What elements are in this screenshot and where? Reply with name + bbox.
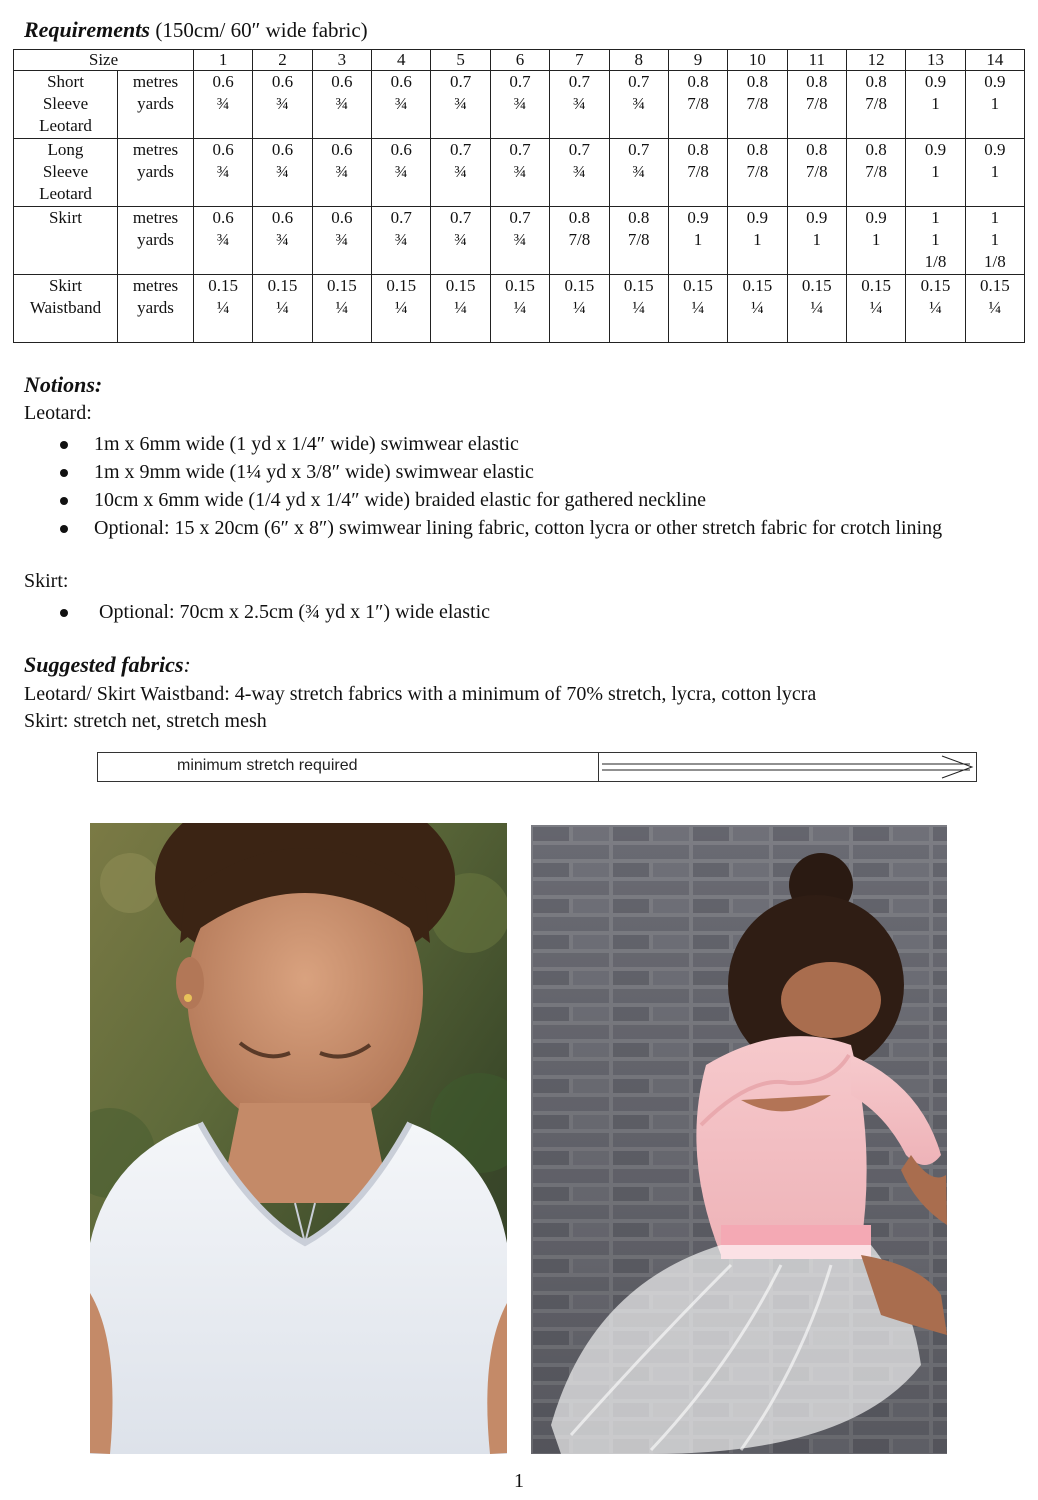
cell-value: 0.15 xyxy=(267,276,298,295)
value-cell xyxy=(253,71,312,139)
fabric-line-skirt: Skirt: stretch net, stretch mesh xyxy=(24,710,267,732)
cell-value: ¾ xyxy=(276,162,289,181)
value-cell xyxy=(372,207,431,275)
value-cell xyxy=(965,71,1024,139)
cell-value: 0.9 xyxy=(984,72,1006,91)
garment-name: Sleeve xyxy=(42,162,89,181)
value-cell xyxy=(490,139,549,207)
cell-value: 0.6 xyxy=(271,140,294,159)
requirements-table xyxy=(13,49,1025,343)
value-cell xyxy=(906,275,965,343)
unit-label: yards xyxy=(137,94,174,113)
list-item: Optional: 15 x 20cm (6″ x 8″) swimwear lining fabric, cotton lycra or other stretch fabric for crotch lining xyxy=(48,514,978,542)
cell-value: 7/8 xyxy=(805,94,828,113)
cell-value: 0.8 xyxy=(806,140,828,159)
unit-label: metres xyxy=(132,208,179,227)
cell-value: 7/8 xyxy=(627,230,650,249)
cell-value: 0.9 xyxy=(924,72,947,91)
size-header-10: 10 xyxy=(728,50,787,71)
cell-value: 0.15 xyxy=(564,276,595,295)
size-header-row xyxy=(14,50,1025,71)
cell-value: 1 xyxy=(693,230,703,249)
cell-value: ¼ xyxy=(394,298,408,317)
value-cell xyxy=(253,275,312,343)
cell-value: 0.7 xyxy=(509,140,531,159)
leotard-notions-list xyxy=(48,430,978,542)
cell-value: ¼ xyxy=(869,298,883,317)
notions-heading: Notions: xyxy=(24,372,103,397)
cell-value: 0.6 xyxy=(271,72,294,91)
cell-value: 0.6 xyxy=(331,208,353,227)
value-cell xyxy=(728,275,787,343)
cell-value: 1 xyxy=(931,94,940,113)
cell-value: 0.8 xyxy=(865,140,887,159)
cell-value: 0.6 xyxy=(212,208,234,227)
cell-value: 0.6 xyxy=(271,208,294,227)
garment-cell xyxy=(14,207,118,275)
unit-label: yards xyxy=(137,162,174,181)
size-header-13: 13 xyxy=(906,50,965,71)
cell-value: 1 xyxy=(812,230,822,249)
size-header-12: 12 xyxy=(846,50,905,71)
cell-value: 0.8 xyxy=(687,72,709,91)
cell-value: 0.15 xyxy=(742,276,773,295)
cell-value: 0.6 xyxy=(212,140,234,159)
value-cell xyxy=(787,207,846,275)
value-cell xyxy=(846,275,905,343)
value-cell xyxy=(609,139,668,207)
garment-name: Skirt xyxy=(48,276,83,295)
cell-value: 0.15 xyxy=(801,276,832,295)
value-cell xyxy=(194,71,253,139)
cell-value: 0.15 xyxy=(445,276,476,295)
cell-value: 0.8 xyxy=(568,208,590,227)
value-cell xyxy=(431,139,490,207)
cell-value: ¾ xyxy=(454,230,467,249)
cell-value: ¾ xyxy=(394,162,408,181)
size-header-3: 3 xyxy=(312,50,371,71)
cell-value: ¾ xyxy=(276,230,289,249)
stretch-guide-label: minimum stretch required xyxy=(177,757,358,774)
value-cell xyxy=(846,139,905,207)
fabric-line-leotard: Leotard/ Skirt Waistband: 4-way stretch fabrics with a minimum of 70% stretch, lycra, cotton lycra xyxy=(24,683,817,705)
value-cell xyxy=(728,207,787,275)
cell-value: 0.6 xyxy=(331,72,353,91)
garment-name: Leotard xyxy=(39,184,92,203)
unit-label: metres xyxy=(132,72,179,91)
cell-value: 0.7 xyxy=(568,140,590,159)
value-cell xyxy=(431,71,490,139)
leotard-label: Leotard: xyxy=(24,402,92,424)
value-cell xyxy=(490,71,549,139)
garment-name: Waistband xyxy=(29,298,102,317)
cell-value: 0.8 xyxy=(806,72,828,91)
units-cell xyxy=(118,71,194,139)
cell-value: 0.6 xyxy=(390,72,412,91)
value-cell xyxy=(609,275,668,343)
value-cell xyxy=(431,207,490,275)
cell-value: 0.15 xyxy=(979,276,1010,295)
cell-value: 0.6 xyxy=(331,140,353,159)
garment-name: Long xyxy=(47,140,84,159)
value-cell xyxy=(490,275,549,343)
cell-value: 0.8 xyxy=(746,140,769,159)
cell-value: 1 xyxy=(931,230,940,249)
value-cell xyxy=(372,275,431,343)
table-row xyxy=(14,207,1025,275)
value-cell xyxy=(490,207,549,275)
cell-value: 7/8 xyxy=(865,94,887,113)
value-cell xyxy=(728,71,787,139)
cell-value: ¼ xyxy=(751,298,764,317)
cell-value: 1 xyxy=(753,230,762,249)
value-cell xyxy=(312,139,371,207)
cell-value: ¾ xyxy=(335,94,349,113)
requirements-subtitle: (150cm/ 60″ wide fabric) xyxy=(155,18,368,42)
cell-value: ¾ xyxy=(513,94,527,113)
cell-value: 1 xyxy=(871,230,881,249)
cell-value: 0.8 xyxy=(628,208,650,227)
cell-value: 0.7 xyxy=(449,208,472,227)
cell-value: ¼ xyxy=(572,298,586,317)
value-cell xyxy=(787,275,846,343)
value-cell xyxy=(965,275,1024,343)
size-header-8: 8 xyxy=(609,50,668,71)
cell-value: ¼ xyxy=(929,298,942,317)
size-header-2: 2 xyxy=(253,50,312,71)
cell-value: ¼ xyxy=(513,298,527,317)
cell-value: ¾ xyxy=(276,94,289,113)
cell-value: 0.8 xyxy=(746,72,769,91)
list-item: 1m x 9mm wide (1¼ yd x 3/8″ wide) swimwear elastic xyxy=(48,458,978,486)
size-header-7: 7 xyxy=(550,50,609,71)
garment-cell xyxy=(14,71,118,139)
cell-value: 0.7 xyxy=(628,72,650,91)
cell-value: ¾ xyxy=(216,94,230,113)
cell-value: ¾ xyxy=(216,230,230,249)
cell-value: 0.7 xyxy=(449,72,472,91)
cell-value: 1/8 xyxy=(983,252,1006,271)
cell-value: 0.15 xyxy=(920,276,951,295)
cell-value: 0.7 xyxy=(568,72,590,91)
cell-value: ¾ xyxy=(513,162,527,181)
cell-value: ¼ xyxy=(810,298,824,317)
cell-value: ¾ xyxy=(454,162,467,181)
cell-value: ¼ xyxy=(632,298,646,317)
cell-value: ¾ xyxy=(394,230,408,249)
garment-name: Short xyxy=(47,72,84,91)
cell-value: ¾ xyxy=(335,230,349,249)
cell-value: 0.15 xyxy=(327,276,357,295)
cell-value: 0.9 xyxy=(687,208,709,227)
cell-value: 7/8 xyxy=(746,94,769,113)
table-row xyxy=(14,275,1025,343)
value-cell xyxy=(550,275,609,343)
fabrics-colon: : xyxy=(183,652,191,677)
cell-value: ¾ xyxy=(454,94,467,113)
garment-name: Leotard xyxy=(39,116,92,135)
stretch-guide xyxy=(97,752,977,782)
unit-label: metres xyxy=(132,276,179,295)
cell-value: 0.9 xyxy=(984,140,1006,159)
skirt-label: Skirt: xyxy=(24,570,69,592)
cell-value: 0.8 xyxy=(687,140,709,159)
skirt-notions-list xyxy=(48,598,978,626)
cell-value: ¾ xyxy=(572,162,586,181)
list-item: Optional: 70cm x 2.5cm (¾ yd x 1″) wide elastic xyxy=(48,598,978,626)
cell-value: ¾ xyxy=(335,162,349,181)
table-row xyxy=(14,71,1025,139)
cell-value: ¾ xyxy=(632,162,646,181)
cell-value: 1 xyxy=(990,230,1000,249)
size-header-4: 4 xyxy=(372,50,431,71)
units-cell xyxy=(118,275,194,343)
cell-value: ¾ xyxy=(216,162,230,181)
cell-value: 7/8 xyxy=(746,162,769,181)
cell-value: 0.15 xyxy=(861,276,891,295)
cell-value: 0.9 xyxy=(865,208,887,227)
value-cell xyxy=(965,139,1024,207)
value-cell xyxy=(194,275,253,343)
size-label: Size xyxy=(14,50,194,71)
size-header-1: 1 xyxy=(194,50,253,71)
value-cell xyxy=(312,207,371,275)
value-cell xyxy=(550,139,609,207)
cell-value: ¾ xyxy=(632,94,646,113)
garment-name: Skirt xyxy=(48,208,83,227)
value-cell xyxy=(253,139,312,207)
short-sleeve-leotard-image xyxy=(90,823,507,1454)
cell-value: 0.7 xyxy=(449,140,472,159)
value-cell xyxy=(728,139,787,207)
value-cell xyxy=(312,71,371,139)
cell-value: 7/8 xyxy=(687,94,709,113)
cell-value: 0.8 xyxy=(865,72,887,91)
table-row xyxy=(14,139,1025,207)
unit-label: metres xyxy=(132,140,179,159)
cell-value: ¼ xyxy=(454,298,467,317)
fabrics-heading xyxy=(24,652,191,678)
value-cell xyxy=(550,207,609,275)
cell-value: 7/8 xyxy=(865,162,887,181)
cell-value: ¾ xyxy=(394,94,408,113)
value-cell xyxy=(906,139,965,207)
size-header-6: 6 xyxy=(490,50,549,71)
photo-long-sleeve-leotard xyxy=(531,825,947,1454)
cell-value: 0.15 xyxy=(505,276,535,295)
cell-value: 0.7 xyxy=(390,208,412,227)
cell-value: ¾ xyxy=(513,230,527,249)
cell-value: ¼ xyxy=(988,298,1002,317)
cell-value: 0.7 xyxy=(628,140,650,159)
cell-value: 0.7 xyxy=(509,208,531,227)
fabrics-title: Suggested fabrics xyxy=(24,652,184,677)
size-header-11: 11 xyxy=(787,50,846,71)
cell-value: 0.9 xyxy=(924,140,947,159)
cell-value: ¾ xyxy=(572,94,586,113)
unit-label: yards xyxy=(137,298,174,317)
cell-value: 0.9 xyxy=(806,208,828,227)
value-cell xyxy=(846,71,905,139)
cell-value: ¼ xyxy=(691,298,705,317)
cell-value: 0.7 xyxy=(509,72,531,91)
value-cell xyxy=(194,207,253,275)
garment-cell xyxy=(14,275,118,343)
units-cell xyxy=(118,207,194,275)
value-cell xyxy=(609,207,668,275)
photo-short-sleeve-leotard xyxy=(90,823,507,1454)
cell-value: 0.6 xyxy=(212,72,234,91)
value-cell xyxy=(787,71,846,139)
value-cell xyxy=(431,275,490,343)
cell-value: ¼ xyxy=(216,298,230,317)
units-cell xyxy=(118,139,194,207)
cell-value: 1 xyxy=(990,94,1000,113)
value-cell xyxy=(253,207,312,275)
value-cell xyxy=(846,207,905,275)
value-cell xyxy=(668,275,727,343)
cell-value: 7/8 xyxy=(687,162,709,181)
cell-value: 1 xyxy=(990,208,1000,227)
cell-value: 1 xyxy=(931,162,940,181)
cell-value: 7/8 xyxy=(805,162,828,181)
cell-value: 1 xyxy=(931,208,940,227)
cell-value: 0.15 xyxy=(208,276,239,295)
page-number: 1 xyxy=(514,1470,524,1492)
value-cell xyxy=(550,71,609,139)
value-cell xyxy=(965,207,1024,275)
cell-value: 0.15 xyxy=(683,276,713,295)
value-cell xyxy=(194,139,253,207)
cell-value: 1 xyxy=(990,162,1000,181)
value-cell xyxy=(906,71,965,139)
value-cell xyxy=(787,139,846,207)
cell-value: 0.15 xyxy=(386,276,417,295)
value-cell xyxy=(906,207,965,275)
value-cell xyxy=(609,71,668,139)
cell-value: 0.9 xyxy=(746,208,769,227)
value-cell xyxy=(668,71,727,139)
value-cell xyxy=(668,139,727,207)
long-sleeve-leotard-image xyxy=(531,825,947,1454)
garment-cell xyxy=(14,139,118,207)
garment-name: Sleeve xyxy=(42,94,89,113)
stretch-arrow-icon xyxy=(598,753,976,781)
size-header-5: 5 xyxy=(431,50,490,71)
value-cell xyxy=(312,275,371,343)
cell-value: 7/8 xyxy=(568,230,591,249)
size-header-14: 14 xyxy=(965,50,1024,71)
value-cell xyxy=(372,139,431,207)
requirements-title: Requirements xyxy=(24,17,150,42)
list-item: 10cm x 6mm wide (1/4 yd x 1/4″ wide) braided elastic for gathered neckline xyxy=(48,486,978,514)
unit-label: yards xyxy=(137,230,174,249)
cell-value: ¼ xyxy=(335,298,349,317)
value-cell xyxy=(372,71,431,139)
cell-value: 0.6 xyxy=(390,140,412,159)
size-header-9: 9 xyxy=(668,50,727,71)
value-cell xyxy=(668,207,727,275)
cell-value: ¼ xyxy=(276,298,289,317)
list-item: 1m x 6mm wide (1 yd x 1/4″ wide) swimwear elastic xyxy=(48,430,978,458)
cell-value: 1/8 xyxy=(924,252,947,271)
cell-value: 0.15 xyxy=(623,276,654,295)
requirements-heading xyxy=(24,17,368,43)
